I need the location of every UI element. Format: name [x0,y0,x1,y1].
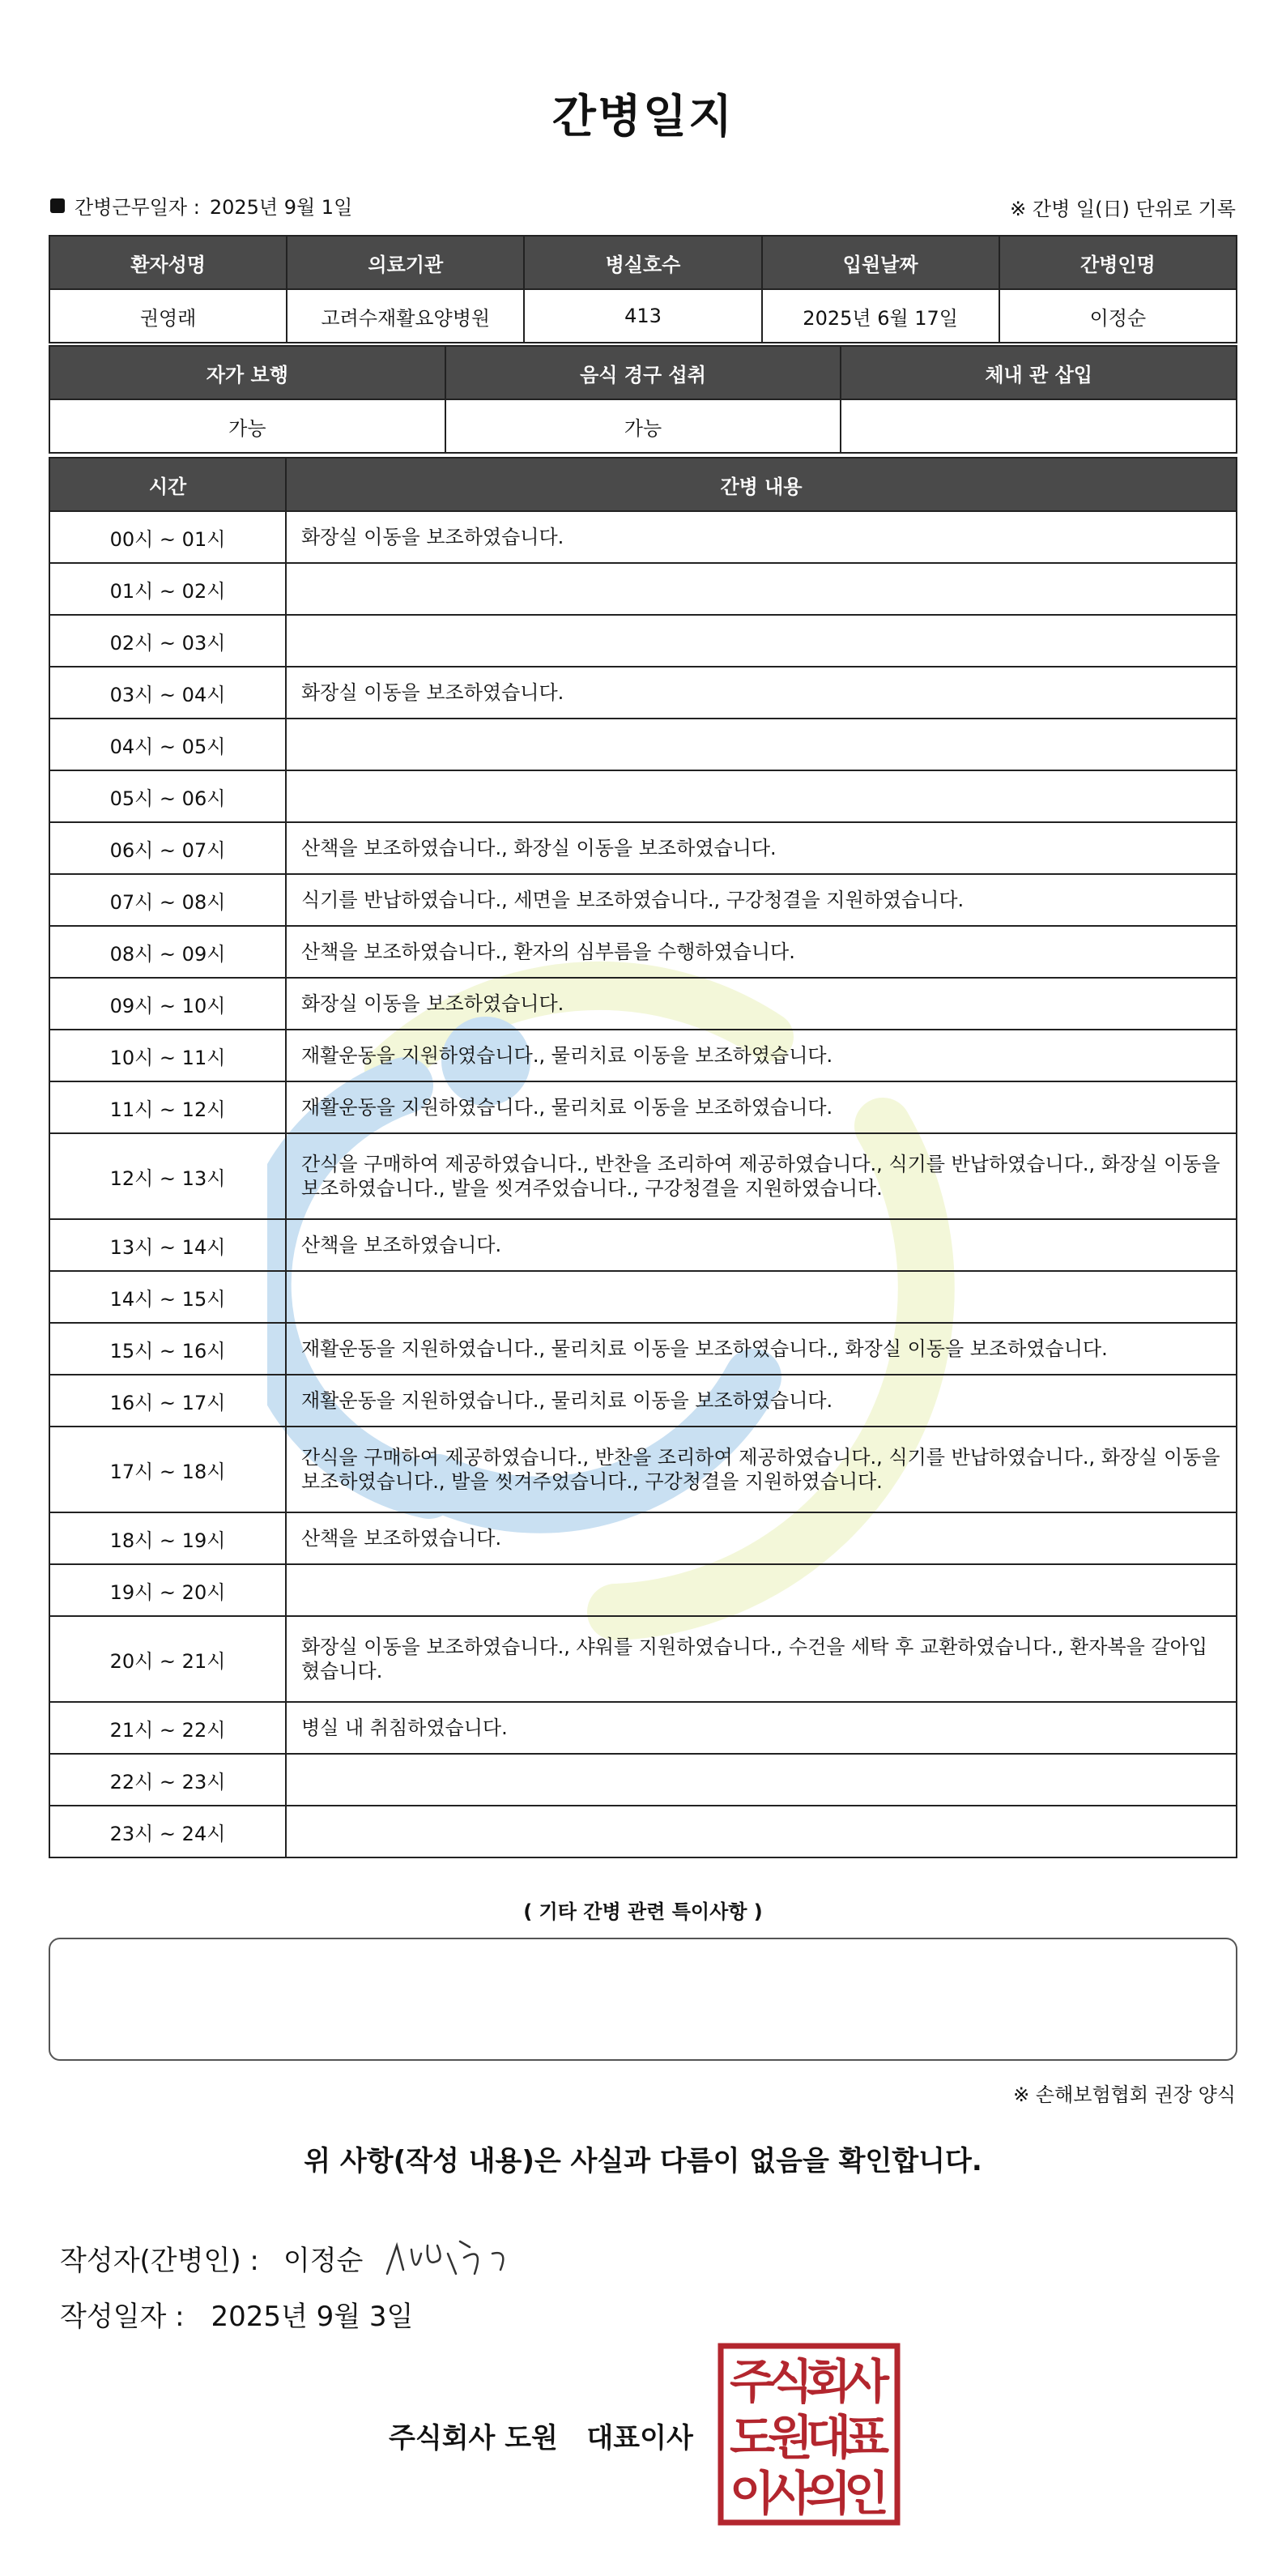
care-log-row [49,1754,1237,1806]
care-log-time: 09시 ~ 10시 [49,978,286,1030]
svg-text:표: 표 [843,2410,890,2465]
care-log-time: 08시 ~ 09시 [49,926,286,978]
care-log-time: 13시 ~ 14시 [49,1219,286,1271]
care-log-header-row [49,458,1237,511]
care-log-row [49,874,1237,926]
care-log-row [49,1219,1237,1271]
writing-date [60,2294,413,2334]
hourly-care-log-table [49,457,1237,1858]
care-log-row [49,719,1237,770]
self-walking-value: 가능 [49,399,445,453]
special-notes-label: ( 기타 간병 관련 특이사항 ) [523,1900,763,1923]
care-log-row [49,770,1237,822]
caregiver-name: 이정순 [999,289,1237,343]
care-log-time: 01시 ~ 02시 [49,563,286,615]
patient-name: 권영래 [49,289,287,343]
care-log-row [49,1271,1237,1323]
admission-date: 2025년 6월 17일 [762,289,999,343]
unit-note: ※ 간병 일(日) 단위로 기록 [1010,198,1236,220]
oral-intake-value: 가능 [445,399,841,453]
hospital-name: 고려수재활요양병원 [287,289,524,343]
care-log-body [49,511,1237,1857]
svg-text:식: 식 [767,2354,814,2409]
work-date-label: 간병근무일자 : [75,196,200,219]
care-log-row [49,1030,1237,1081]
company-seal-stamp [718,2343,901,2526]
care-log-row [49,511,1237,563]
care-log-content: 간식을 구매하여 제공하였습니다., 반찬을 조리하여 제공하였습니다., 식기를 반납하였습니다., 화장실 이동을 보조하였습니다., 발을 씻겨주었습니다., 구강청결을 지원하였습니다. [286,1133,1237,1219]
header-caregiver: 간병인명 [999,236,1237,289]
care-log-time: 19시 ~ 20시 [49,1564,286,1616]
room-number: 413 [524,289,761,343]
patient-info-table [49,235,1237,343]
care-log-time: 07시 ~ 08시 [49,874,286,926]
svg-text:인: 인 [843,2466,890,2521]
svg-text:원: 원 [767,2410,814,2465]
special-notes-box [49,1938,1237,2061]
header-admission-date: 입원날짜 [762,236,999,289]
writer-line [60,2229,541,2286]
care-log-content [286,1271,1237,1323]
care-log-content: 산책을 보조하였습니다., 환자의 심부름을 수행하였습니다. [286,926,1237,978]
writing-date-label: 작성일자 : [60,2301,185,2333]
work-date-value: 2025년 9월 1일 [209,196,353,219]
care-log-content: 화장실 이동을 보조하였습니다. [286,511,1237,563]
care-log-row [49,1806,1237,1857]
recommend-note: ※ 손해보험협회 권장 양식 [1013,2083,1236,2106]
care-log-content [286,1754,1237,1806]
writing-date-value: 2025년 9월 3일 [211,2301,414,2333]
care-log-time: 22시 ~ 23시 [49,1754,286,1806]
svg-text:이: 이 [729,2466,776,2521]
care-log-time: 20시 ~ 21시 [49,1616,286,1702]
svg-text:주: 주 [729,2354,776,2409]
care-log-row [49,1427,1237,1512]
care-log-row [49,1375,1237,1427]
svg-text:사: 사 [767,2466,814,2521]
care-log-time: 15시 ~ 16시 [49,1323,286,1375]
care-log-content: 병실 내 취침하였습니다. [286,1702,1237,1754]
care-log-content [286,1806,1237,1857]
care-log-content: 재활운동을 지원하였습니다., 물리치료 이동을 보조하였습니다., 화장실 이동을 보조하였습니다. [286,1323,1237,1375]
status-header-row [49,346,1237,399]
svg-text:사: 사 [843,2354,890,2409]
care-log-row [49,615,1237,667]
care-log-content: 화장실 이동을 보조하였습니다. [286,667,1237,719]
care-log-row [49,667,1237,719]
care-log-content: 간식을 구매하여 제공하였습니다., 반찬을 조리하여 제공하였습니다., 식기를 반납하였습니다., 화장실 이동을 보조하였습니다., 발을 씻겨주었습니다., 구강청결을 지원하였습니다. [286,1427,1237,1512]
care-log-time: 10시 ~ 11시 [49,1030,286,1081]
care-log-content [286,1564,1237,1616]
square-bullet-icon [50,198,65,213]
header-self-walking: 자가 보행 [49,346,445,399]
patient-info-value-row [49,289,1237,343]
care-log-content: 재활운동을 지원하였습니다., 물리치료 이동을 보조하였습니다. [286,1030,1237,1081]
svg-text:의: 의 [805,2466,852,2521]
care-log-row [49,978,1237,1030]
care-log-row [49,822,1237,874]
writer-label: 작성자(간병인) : [60,2244,259,2277]
care-log-content: 산책을 보조하였습니다. [286,1219,1237,1271]
care-log-time: 17시 ~ 18시 [49,1427,286,1512]
patient-info-header-row [49,236,1237,289]
writer-name: 이정순 [283,2244,364,2277]
care-log-time: 03시 ~ 04시 [49,667,286,719]
care-log-time: 21시 ~ 22시 [49,1702,286,1754]
status-value-row [49,399,1237,453]
care-log-row [49,1323,1237,1375]
work-date [50,191,352,220]
care-log-content [286,563,1237,615]
care-log-row [49,1564,1237,1616]
header-tube-insertion: 체내 관 삽입 [841,346,1237,399]
svg-text:회: 회 [805,2354,852,2409]
care-log-content [286,615,1237,667]
care-log-content: 산책을 보조하였습니다. [286,1512,1237,1564]
care-log-row [49,926,1237,978]
care-log-content [286,770,1237,822]
care-log-time: 12시 ~ 13시 [49,1133,286,1219]
care-log-time: 18시 ~ 19시 [49,1512,286,1564]
header-room: 병실호수 [524,236,761,289]
care-log-row [49,1512,1237,1564]
care-log-content [286,719,1237,770]
handwritten-signature [379,2229,541,2286]
care-log-row [49,1616,1237,1702]
patient-status-table [49,345,1237,454]
header-time: 시간 [49,458,286,511]
care-log-time: 06시 ~ 07시 [49,822,286,874]
care-log-content: 화장실 이동을 보조하였습니다., 샤워를 지원하였습니다., 수건을 세탁 후 교환하였습니다., 환자복을 갈아입혔습니다. [286,1616,1237,1702]
care-log-row [49,1081,1237,1133]
care-log-content: 재활운동을 지원하였습니다., 물리치료 이동을 보조하였습니다. [286,1081,1237,1133]
header-patient-name: 환자성명 [49,236,287,289]
care-log-time: 16시 ~ 17시 [49,1375,286,1427]
care-log-time: 02시 ~ 03시 [49,615,286,667]
tube-insertion-value [841,399,1237,453]
confirm-statement: 위 사항(작성 내용)은 사실과 다름이 없음을 확인합니다. [304,2145,982,2177]
care-log-content: 재활운동을 지원하였습니다., 물리치료 이동을 보조하였습니다. [286,1375,1237,1427]
care-log-time: 05시 ~ 06시 [49,770,286,822]
care-log-content: 산책을 보조하였습니다., 화장실 이동을 보조하였습니다. [286,822,1237,874]
company-representative: 주식회사 도원 대표이사 [389,2422,693,2454]
document-title: 간병일지 [551,91,735,143]
header-hospital: 의료기관 [287,236,524,289]
care-log-time: 11시 ~ 12시 [49,1081,286,1133]
care-log-row [49,563,1237,615]
header-care-content: 간병 내용 [286,458,1237,511]
svg-text:도: 도 [729,2410,776,2465]
care-log-time: 14시 ~ 15시 [49,1271,286,1323]
care-log-content: 화장실 이동을 보조하였습니다. [286,978,1237,1030]
care-log-time: 04시 ~ 05시 [49,719,286,770]
care-log-row [49,1133,1237,1219]
care-log-time: 00시 ~ 01시 [49,511,286,563]
svg-text:대: 대 [805,2410,852,2465]
care-log-content: 식기를 반납하였습니다., 세면을 보조하였습니다., 구강청결을 지원하였습니다. [286,874,1237,926]
care-log-row [49,1702,1237,1754]
care-log-time: 23시 ~ 24시 [49,1806,286,1857]
header-oral-intake: 음식 경구 섭취 [445,346,841,399]
